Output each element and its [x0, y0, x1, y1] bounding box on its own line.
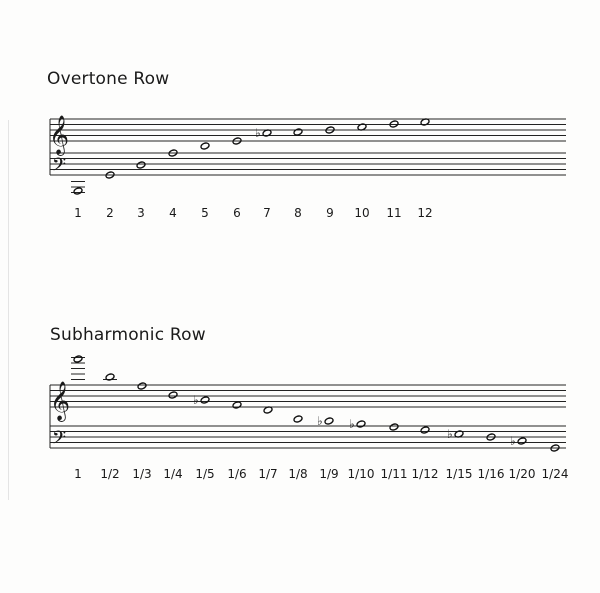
overtone-label: 2: [106, 206, 114, 220]
subharmonic-label: 1/5: [195, 467, 215, 481]
overtone-label: 10: [354, 206, 370, 220]
subharmonic-label: 1/20: [508, 467, 536, 481]
overtone-label: 1: [74, 206, 82, 220]
subharmonic-note: [73, 355, 83, 363]
overtone-label: 7: [263, 206, 271, 220]
subharmonic-note: [517, 437, 527, 445]
subharmonic-row-title: Subharmonic Row: [50, 325, 206, 345]
bass-clef: 𝄢: [52, 155, 67, 180]
subharmonic-note: [420, 426, 430, 434]
subharmonic-note: [324, 417, 334, 425]
subharmonic-label: 1/7: [258, 467, 278, 481]
subharmonic-label: 1/6: [227, 467, 247, 481]
subharmonic-label: 1/2: [100, 467, 120, 481]
overtone-label: 9: [326, 206, 334, 220]
overtone-label: 4: [169, 206, 177, 220]
overtone-note: [73, 187, 83, 195]
subharmonic-note: [356, 420, 366, 428]
overtone-system: [49, 115, 566, 220]
subharmonic-label: 1/16: [477, 467, 505, 481]
overtone-label: 8: [294, 206, 302, 220]
subharmonic-note: [137, 382, 147, 390]
overtone-label: 12: [417, 206, 433, 220]
subharmonic-label: 1/9: [319, 467, 339, 481]
flat-sign: ♭: [349, 417, 355, 431]
flat-sign: ♭: [317, 414, 323, 428]
overtone-label: 11: [386, 206, 402, 220]
overtone-row-title: Overtone Row: [47, 69, 170, 89]
subharmonic-label: 1/12: [411, 467, 439, 481]
treble-clef: 𝄞: [50, 381, 71, 421]
subharmonic-label: 1/24: [541, 467, 569, 481]
bass-clef: 𝄢: [52, 428, 67, 453]
subharmonic-label: 1/15: [445, 467, 473, 481]
subharmonic-label: 1/3: [132, 467, 152, 481]
subharmonic-label: 1/4: [163, 467, 183, 481]
subharmonic-label: 1: [74, 467, 82, 481]
flat-sign: ♭: [193, 393, 199, 407]
flat-sign: ♭: [255, 126, 261, 140]
overtone-label: 6: [233, 206, 241, 220]
subharmonic-system: [50, 355, 568, 481]
flat-sign: ♭: [447, 427, 453, 441]
treble-clef: 𝄞: [49, 115, 70, 155]
subharmonic-note: [168, 391, 178, 399]
subharmonic-note: [232, 401, 242, 409]
subharmonic-label: 1/8: [288, 467, 308, 481]
overtone-note: [293, 128, 303, 136]
subharmonic-note: [200, 396, 210, 404]
overtone-note: [136, 161, 146, 169]
subharmonic-label: 1/10: [347, 467, 375, 481]
subharmonic-label: 1/11: [380, 467, 408, 481]
overtone-note: [200, 142, 210, 150]
subharmonic-note: [389, 423, 399, 431]
overtone-label: 3: [137, 206, 145, 220]
flat-sign: ♭: [510, 434, 516, 448]
subharmonic-note: [293, 415, 303, 423]
overtone-label: 5: [201, 206, 209, 220]
